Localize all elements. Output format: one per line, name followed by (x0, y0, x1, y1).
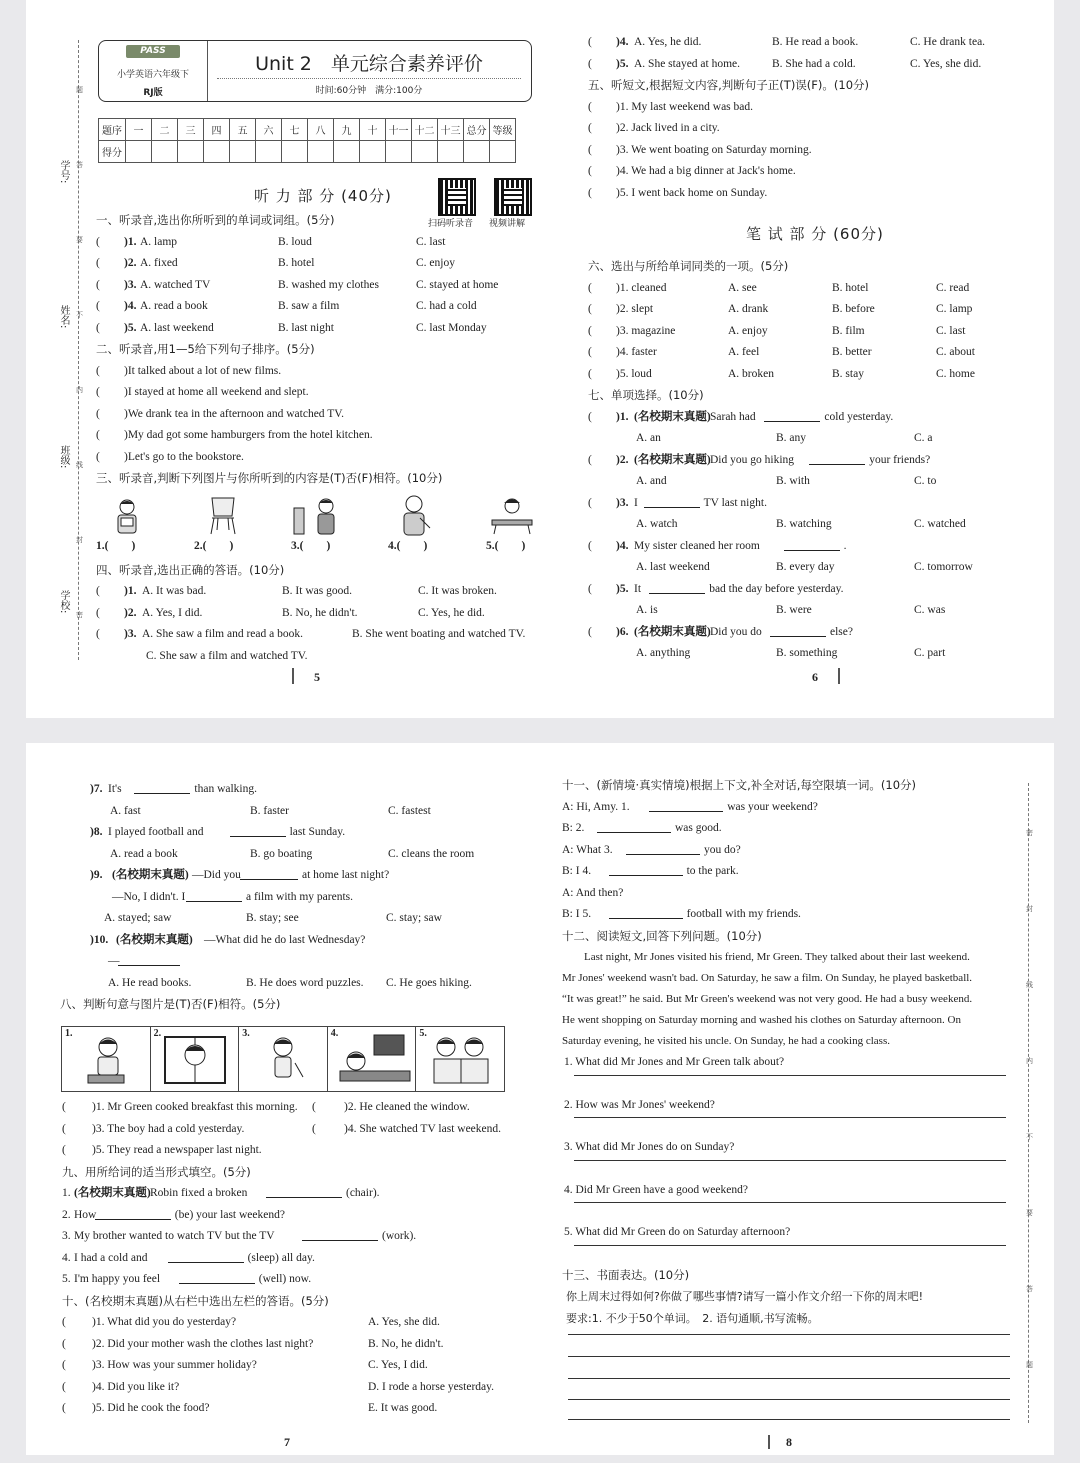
score-col-7: 八 (308, 119, 334, 141)
answer-blank (609, 904, 683, 928)
answer-blank (770, 622, 826, 646)
section5-title: 五、听短文,根据短文内容,判断句子正(T)误(F)。(10分) (588, 78, 870, 92)
exam-title: Unit 2 单元综合素养评价 (255, 53, 483, 75)
writing-line-4[interactable] (568, 1399, 1010, 1400)
old-man-picture (394, 494, 434, 538)
reading-question: 5. What did Mr Green do on Saturday afternoon? (564, 1226, 791, 1238)
s2-item: ( )Let's go to the bookstore. (96, 450, 244, 463)
s6-item: ( )3. magazine A. enjoy B. film C. last (588, 324, 966, 337)
mcq-question: ( )3. I TV last night. (588, 493, 1018, 515)
section13-title: 十三、书面表达。(10分) (562, 1267, 690, 1282)
score-cell-6[interactable] (282, 141, 308, 163)
s8-pic-4: 4. (328, 1027, 417, 1091)
score-col-0: 一 (126, 119, 152, 141)
s1-item: ( )2. A. fixed B. hotel C. enjoy (96, 257, 455, 269)
page-number-6: 6 (812, 670, 818, 684)
s3-answer-1[interactable]: 1.( ) (96, 539, 136, 552)
score-cell-5[interactable] (256, 141, 282, 163)
seal-char: 线 (76, 461, 83, 469)
s8-pic-2: 2. (151, 1027, 240, 1091)
answer-blank (302, 1226, 378, 1250)
s9-item: 5. I'm happy you feel (well) now. (62, 1269, 512, 1291)
section3-pictures (96, 490, 536, 560)
binding-line (78, 40, 79, 660)
answer-blank (649, 579, 705, 603)
answer-blank (609, 861, 683, 885)
section7-title: 七、单项选择。(10分) (588, 388, 704, 402)
q10-row: )10. (名校期末真题) —What did he do last Wednesday? (90, 933, 366, 946)
page6-body (588, 32, 1018, 665)
q10-dash: — (62, 951, 512, 973)
score-cell-7[interactable] (308, 141, 334, 163)
answer-blank (168, 1248, 244, 1272)
passage-line: Saturday evening, he visited his uncle. On Sunday, he had a cooking class. (562, 1035, 890, 1047)
passage-line: Mr Jones' weekend wasn't bad. On Saturday, he saw a film. On Sunday, he played basketball. (562, 972, 973, 984)
qr-audio-label: 扫码听录音 (428, 219, 474, 229)
score-col-14: 等级 (490, 119, 516, 141)
page-number-8: 8 (786, 1435, 792, 1449)
answer-blank (95, 1205, 171, 1229)
score-cell-9[interactable] (360, 141, 386, 163)
class-label: 班级: (58, 445, 69, 469)
section8-picture-grid (61, 1026, 505, 1092)
s2-item: ( )It talked about a lot of new films. (96, 364, 282, 377)
s4-q3-row-c: C. She saw a film and watched TV. (146, 649, 308, 662)
score-col-3: 四 (204, 119, 230, 141)
s1-item: ( )5. A. last weekend B. last night C. last Monday (96, 321, 487, 334)
section1-title: 一、听录音,选出你所听到的单词或词组。(5分) (96, 213, 335, 227)
s6-item: ( )4. faster A. feel B. better C. about (588, 346, 975, 358)
girl-desk-picture (488, 496, 536, 536)
mcq-question: ( )6. (名校期末真题) Did you do else? (588, 622, 1018, 644)
mcq-options: A. anything B. something C. part (636, 647, 946, 659)
page8-body (562, 775, 1012, 1329)
s4-item: ( )2. A. Yes, I did. B. No, he didn't. C. Yes, he did. (96, 606, 485, 619)
mcq-question: ( )4. My sister cleaned her room . (588, 536, 1018, 558)
exam-sheet-2 (26, 743, 1054, 1455)
q9-row: )9. (名校期末真题) —Did you at home last night? (62, 865, 512, 887)
score-cell-11[interactable] (412, 141, 438, 163)
s3-answer-4[interactable]: 4.( ) (388, 539, 428, 552)
mcq-question: ( )1. (名校期末真题) Sarah had cold yesterday. (588, 407, 1018, 429)
answer-blank (626, 840, 700, 864)
score-cell-1[interactable] (152, 141, 178, 163)
time-limit: 时间:60分钟 (315, 86, 367, 96)
qr-video-label: 视频讲解 (489, 219, 526, 229)
s1-item: ( )4. A. read a book B. saw a film C. had a cold (96, 300, 477, 312)
mcq-options: A. and B. with C. to (636, 475, 937, 487)
score-cell-12[interactable] (438, 141, 464, 163)
score-cell-4[interactable] (230, 141, 256, 163)
s4-q3-row: ( )3. A. She saw a film and read a book. B. She went boating and watched TV. (96, 628, 526, 640)
header-left (99, 41, 208, 101)
full-score: 满分:100分 (375, 86, 423, 96)
dialogue-line: B: I 5. football with my friends. (562, 904, 1012, 926)
binding-line-2 (1028, 783, 1029, 1423)
s10-item: ( )4. Did you like it? D. I rode a horse yesterday. (62, 1380, 495, 1393)
mcq-options: A. an B. any C. a (636, 432, 933, 444)
chair-picture (206, 496, 240, 536)
score-cell-10[interactable] (386, 141, 412, 163)
s4-item: ( )4. A. Yes, he did. B. He read a book. C. He drank tea. (588, 36, 986, 48)
s6-item: ( )1. cleaned A. see B. hotel C. read (588, 281, 970, 294)
dialogue-line: B: 2. was good. (562, 818, 1012, 840)
student-no-label: 学号: (58, 160, 69, 184)
q10-options: A. He read books. B. He does word puzzles. C. He goes hiking. (108, 976, 472, 989)
score-col-9: 十 (360, 119, 386, 141)
score-cell-0[interactable] (126, 141, 152, 163)
pass-logo: PASS (126, 45, 180, 58)
score-cell-8[interactable] (334, 141, 360, 163)
score-col-2: 三 (178, 119, 204, 141)
seal-char: 答 (76, 161, 83, 169)
answer-blank (784, 536, 840, 560)
mcq-options: A. read a book B. go boating C. cleans the room (110, 847, 475, 860)
reading-question: 1. What did Mr Jones and Mr Green talk about? (564, 1056, 785, 1068)
name-label: 姓名: (58, 305, 69, 329)
mcq-question: )8. I played football and last Sunday. (62, 822, 512, 844)
answer-blank (764, 407, 820, 431)
s2-item: ( )I stayed at home all weekend and slept. (96, 386, 309, 398)
s4-item: ( )5. A. She stayed at home. B. She had a cold. C. Yes, she did. (588, 57, 982, 70)
dialogue-line: B: I 4. to the park. (562, 861, 1012, 883)
passage-line: Last night, Mr Jones visited his friend, Mr Green. They talked about their last weekend. (584, 951, 970, 963)
s8-row-3: ( )5. They read a newspaper last night. (62, 1144, 262, 1156)
score-col-5: 六 (256, 119, 282, 141)
section2-title: 二、听录音,用1—5给下列句子排序。(5分) (96, 342, 315, 356)
writing-line-3[interactable] (568, 1378, 1010, 1379)
section8-title: 八、判断句意与图片是(T)否(F)相符。(5分) (60, 997, 281, 1011)
dialogue-line: A: And then? (562, 886, 624, 899)
page7-body (62, 779, 512, 1016)
exam-meta (211, 83, 527, 96)
s1-item: ( )3. A. watched TV B. washed my clothes C. stayed at home (96, 278, 499, 291)
mcq-question: ( )2. (名校期末真题) Did you go hiking your friends? (588, 450, 1018, 472)
score-col-13: 总分 (464, 119, 490, 141)
score-col-6: 七 (282, 119, 308, 141)
section4-title: 四、听录音,选出正确的答语。(10分) (96, 562, 285, 577)
mcq-options: A. last weekend B. every day C. tomorrow (636, 561, 973, 573)
page-number-7: 7 (284, 1435, 290, 1449)
seal-char: 题 (76, 86, 83, 94)
reading-passage (562, 947, 1012, 1052)
answer-blank (809, 450, 865, 474)
score-col-10: 十一 (386, 119, 412, 141)
seal-char: 封 (1026, 905, 1033, 913)
s4-item: ( )1. A. It was bad. B. It was good. C. It was broken. (96, 585, 497, 597)
s9-item: 3. My brother wanted to watch TV but the TV (work). (62, 1226, 512, 1248)
seal-char: 密 (76, 611, 83, 619)
score-row2-label: 得分 (99, 141, 126, 163)
listening-part-title: 听 力 部 分 (40分) (254, 187, 392, 205)
s10-item: ( )3. How was your summer holiday? C. Yes, I did. (62, 1359, 428, 1371)
s3-answer-5[interactable]: 5.( ) (486, 539, 526, 552)
seal-char: 题 (1026, 1361, 1033, 1369)
seal-char: 线 (1026, 981, 1033, 989)
s8-row-2: ( )3. The boy had a cold yesterday. ( )4. She watched TV last weekend. (62, 1122, 502, 1135)
reading-question: 2. How was Mr Jones' weekend? (564, 1098, 715, 1111)
exam-sheet-1 (26, 0, 1054, 718)
dialogue-line: A: Hi, Amy. 1. was your weekend? (562, 797, 1012, 819)
seal-char: 答 (1026, 1285, 1033, 1293)
writing-line-5[interactable] (568, 1419, 1010, 1420)
reading-question: 3. What did Mr Jones do on Sunday? (564, 1141, 735, 1153)
s5-item: ( )5. I went back home on Sunday. (588, 186, 768, 199)
answer-blank (230, 822, 286, 846)
page-number-5: 5 (314, 670, 320, 684)
s5-item: ( )1. My last weekend was bad. (588, 100, 754, 113)
s8-pic-3: 3. (239, 1027, 328, 1091)
section11-title: 十一、(新情境·真实情境)根据上下文,补全对话,每空限填一词。(10分) (562, 778, 917, 792)
s8-row-1: ( )1. Mr Green cooked breakfast this morning. ( )2. He cleaned the window. (62, 1101, 470, 1113)
score-col-4: 五 (230, 119, 256, 141)
score-cell-2[interactable] (178, 141, 204, 163)
writing-line-1[interactable] (568, 1334, 1010, 1335)
s8-pic-1: 1. (62, 1027, 151, 1091)
score-col-8: 九 (334, 119, 360, 141)
score-cell-3[interactable] (204, 141, 230, 163)
q9-row2: —No, I didn't. I a film with my parents. (62, 887, 512, 909)
seal-char: 内 (1026, 1057, 1033, 1065)
man-tv-picture (292, 496, 342, 538)
answer-blank (134, 779, 190, 803)
school-label: 学校: (58, 590, 69, 614)
mcq-options: A. is B. were C. was (636, 604, 946, 616)
edition-label: RJ版 (143, 88, 163, 98)
series-label: 小学英语六年级下 (116, 70, 189, 80)
seal-char: 不 (1026, 1133, 1033, 1141)
s5-item: ( )2. Jack lived in a city. (588, 122, 720, 134)
mcq-question: )7. It's than walking. (62, 779, 512, 801)
s2-item: ( )My dad got some hamburgers from the hotel kitchen. (96, 429, 373, 441)
section12-title: 十二、阅读短文,回答下列问题。(10分) (562, 928, 762, 943)
page7-body-2 (62, 1097, 512, 1420)
writing-part-title: 笔 试 部 分 (60分) (746, 225, 884, 243)
s10-item: ( )5. Did he cook the food? E. It was good. (62, 1402, 438, 1414)
s9-item: 4. I had a cold and (sleep) all day. (62, 1248, 512, 1270)
mcq-question: ( )5. It bad the day before yesterday. (588, 579, 1018, 601)
q9-options: A. stayed; saw B. stay; see C. stay; saw (104, 912, 442, 924)
passage-line: “It was great!” he said. But Mr Green's weekend was not very good. He had a busy weekend. (562, 993, 973, 1005)
mcq-options: A. fast B. faster C. fastest (110, 804, 431, 817)
s9-item: 2. How (be) your last weekend? (62, 1205, 512, 1227)
reading-question: 4. Did Mr Green have a good weekend? (564, 1183, 748, 1196)
s2-item: ( )We drank tea in the afternoon and watched TV. (96, 407, 344, 420)
seal-char: 不 (76, 311, 83, 319)
score-cell-13[interactable] (464, 141, 490, 163)
passage-line: He went shopping on Saturday morning and washed his clothes on Saturday afternoon. On (562, 1014, 961, 1026)
s8-pic-5: 5. (416, 1027, 504, 1091)
s6-item: ( )2. slept A. drank B. before C. lamp (588, 303, 973, 315)
s3-answer-3[interactable]: 3.( ) (291, 539, 331, 552)
seal-char: 封 (76, 536, 83, 544)
score-col-1: 二 (152, 119, 178, 141)
page5-body (96, 210, 536, 667)
s10-item: ( )2. Did your mother wash the clothes last night? B. No, he didn't. (62, 1337, 444, 1350)
dialogue-line: A: What 3. you do? (562, 840, 1012, 862)
boy-reading-picture (112, 498, 142, 538)
s10-item: ( )1. What did you do yesterday? A. Yes, she did. (62, 1316, 440, 1328)
answer-blank (179, 1269, 255, 1293)
answer-blank (597, 818, 671, 842)
score-col-12: 十三 (438, 119, 464, 141)
seal-char: 要 (1026, 1209, 1033, 1217)
s3-answer-2[interactable]: 2.( ) (194, 539, 234, 552)
writing-line-2[interactable] (568, 1356, 1010, 1357)
section3-title: 三、听录音,判断下列图片与你所听到的内容是(T)否(F)相符。(10分) (96, 471, 443, 485)
s9-item: 1. (名校期末真题) Robin fixed a broken (chair). (62, 1183, 512, 1205)
score-col-11: 十二 (412, 119, 438, 141)
score-row1-label: 题序 (99, 119, 126, 141)
answer-blank (649, 797, 723, 821)
seal-char: 密 (1026, 829, 1033, 837)
score-cell-14[interactable] (490, 141, 516, 163)
s6-item: ( )5. loud A. broken B. stay C. home (588, 367, 975, 380)
score-table (98, 118, 516, 163)
writing-requirements: 要求:1. 不少于50个单词。 2. 语句通顺,书写流畅。 (566, 1311, 819, 1325)
section6-title: 六、选出与所给单词同类的一项。(5分) (588, 259, 789, 273)
mcq-options: A. watch B. watching C. watched (636, 518, 966, 530)
s5-item: ( )3. We went boating on Saturday morning. (588, 143, 812, 156)
s1-item: ( )1. A. lamp B. loud C. last (96, 235, 446, 248)
exam-header (98, 40, 532, 102)
s5-item: ( )4. We had a big dinner at Jack's home. (588, 165, 796, 177)
answer-blank (644, 493, 700, 517)
answer-blank (266, 1183, 342, 1207)
section10-title: 十、(名校期末真题)从右栏中选出左栏的答语。(5分) (62, 1293, 329, 1308)
seal-char: 内 (76, 386, 83, 394)
section9-title: 九、用所给词的适当形式填空。(5分) (62, 1164, 251, 1179)
seal-char: 要 (76, 236, 83, 244)
writing-prompt: 你上周末过得如何?你做了哪些事情?请写一篇小作文介绍一下你的周末吧! (566, 1290, 924, 1303)
